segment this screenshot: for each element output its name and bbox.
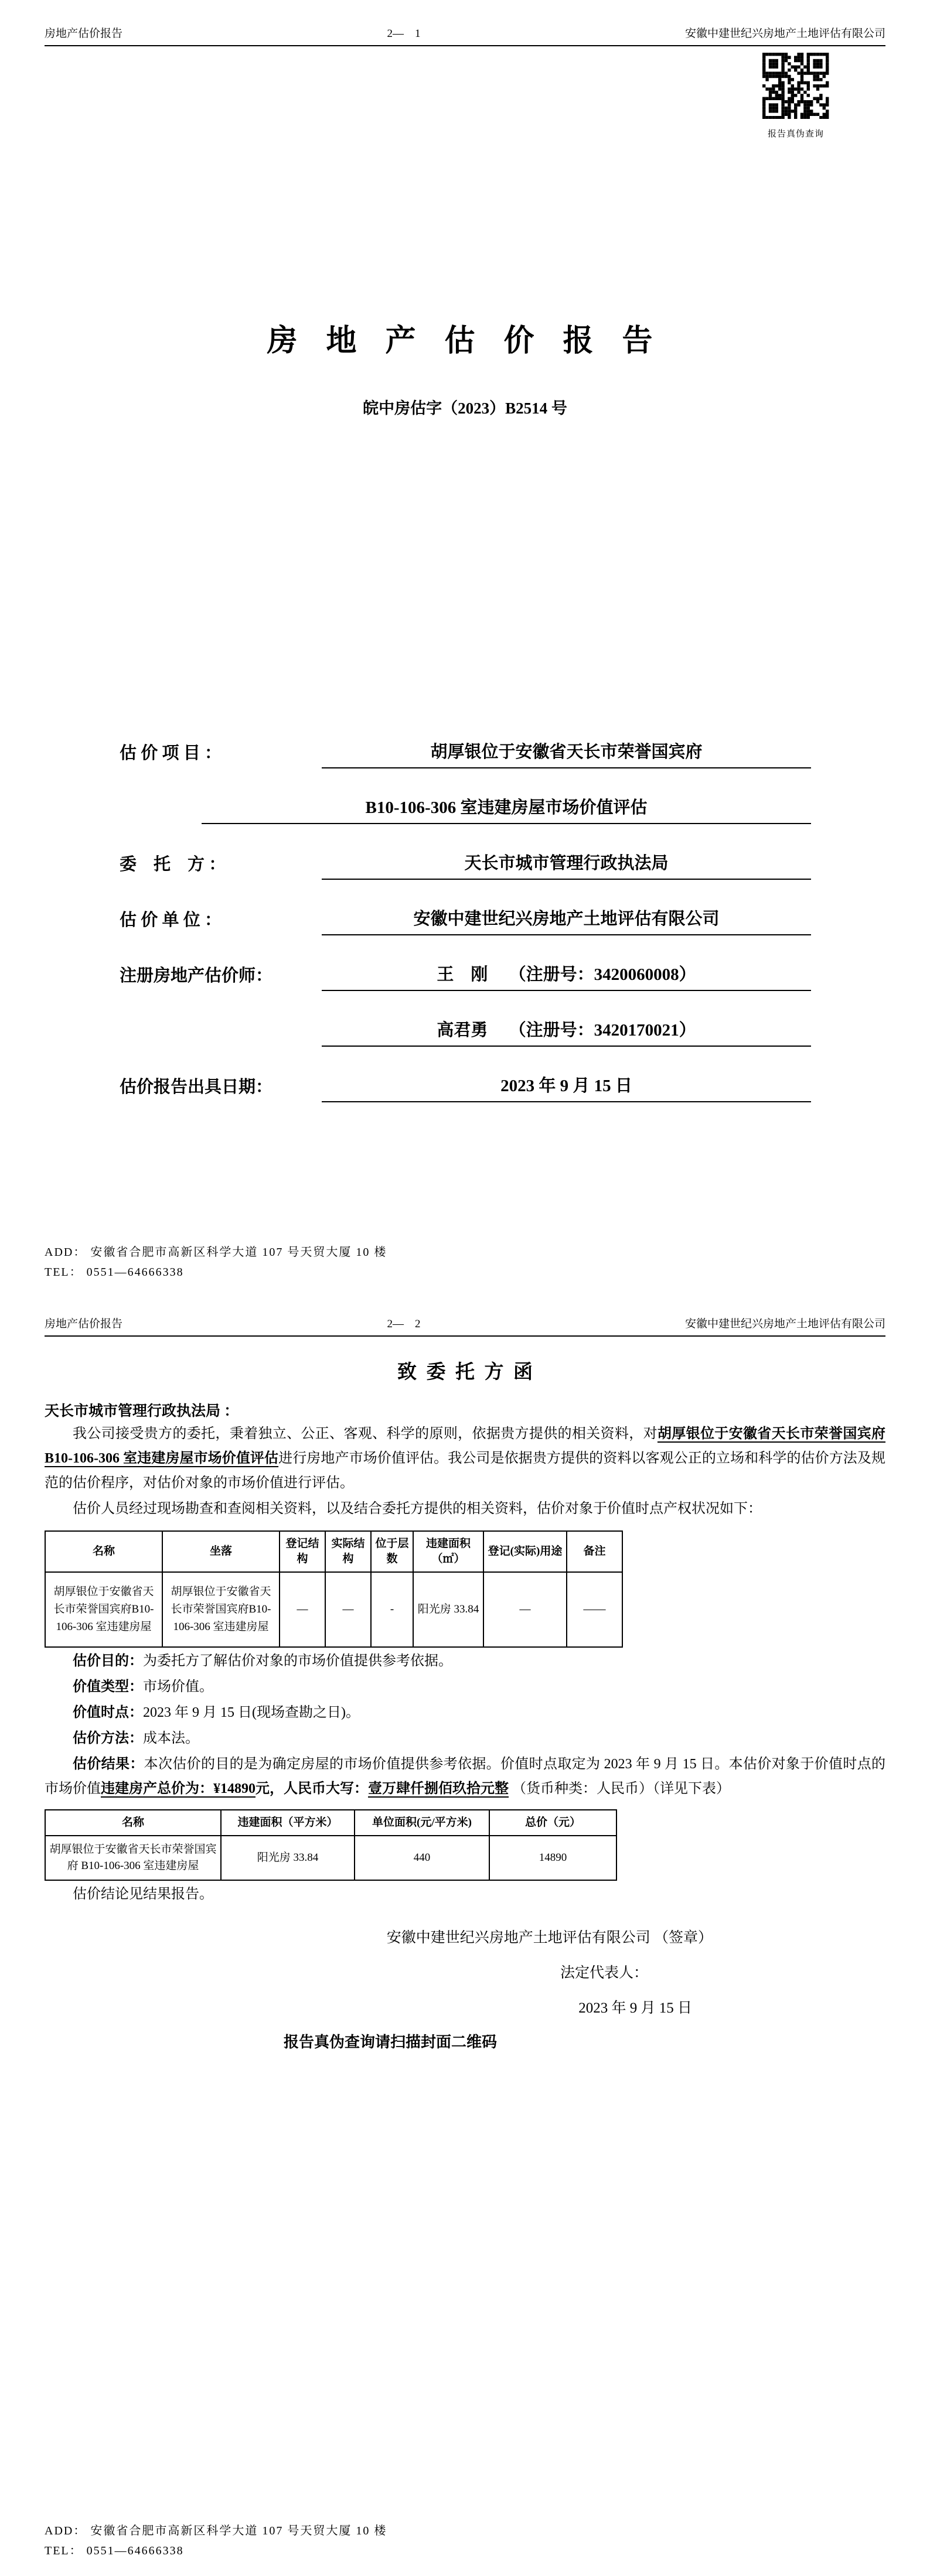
header-page-number: 2— 1	[387, 28, 421, 40]
header-company-name: 安徽中建世纪兴房地产土地评估有限公司	[684, 1318, 885, 1330]
field-label-spacer	[120, 819, 202, 824]
field-row-appraiser-2	[120, 1017, 811, 1047]
field-row-client	[120, 850, 811, 880]
field-value-appraiser-1: 王 刚 （注册号：3420060008）	[322, 961, 811, 991]
report-number: 皖中房估字（2023）B2514 号	[363, 399, 567, 417]
qr-verification-block	[759, 50, 833, 139]
field-label-project: 估 价 项 目 ：	[120, 744, 222, 763]
field-value-agency: 安徽中建世纪兴房地产土地评估有限公司	[322, 906, 811, 935]
item-value-type-label: 价值类型：	[73, 1679, 143, 1694]
field-label-client: 委 托 方 ：	[120, 855, 226, 874]
letter-paragraph-1	[45, 1422, 885, 1495]
header-company-name: 安徽中建世纪兴房地产土地评估有限公司	[684, 28, 885, 40]
conclusion-note: 估价结论见结果报告。	[73, 1887, 213, 1902]
signature-legal-rep: 法定代表人：	[560, 1965, 648, 1981]
table1-col-actual-structure: 实际结构	[325, 1531, 371, 1572]
item-value-type	[45, 1675, 885, 1699]
table1-col-floor: 位于层数	[371, 1531, 413, 1572]
field-row-report-date	[120, 1072, 811, 1102]
result-text: 本次估价的目的是为确定房屋的市场价值提供参考依据。价值时点取定为 2023 年 9 月 15 日。本估价对象于价值时点的市场价值	[45, 1757, 886, 1796]
signature-date: 2023 年 9 月 15 日	[578, 2000, 692, 2016]
letter-addressee: 天长市城市管理行政执法局 ：	[45, 1403, 239, 1419]
field-row-appraiser-1	[120, 961, 811, 991]
table1-col-location: 坐落	[162, 1531, 280, 1572]
property-status-table	[45, 1530, 623, 1648]
para1-pre: 我公司接受贵方的委托，秉着独立、公正、客观、科学的原则，依据贵方提供的相关资料，对	[73, 1426, 658, 1441]
item-purpose-label: 估价目的：	[73, 1653, 143, 1669]
para1-subject: 胡厚银位于安徽省天长市荣誉国宾府 B10-106-306 室违建房屋市场价值评估	[45, 1426, 886, 1466]
page2-footer	[45, 2521, 885, 2561]
field-label-report-date: 估价报告出具日期：	[120, 1078, 273, 1097]
item-value-type-text: 市场价值。	[143, 1679, 213, 1694]
item-result	[45, 1752, 885, 1801]
table1-cell-illegal-area: 阳光房 33.84	[413, 1572, 483, 1647]
table2-col-illegal-area: 违建面积（平方米）	[221, 1810, 355, 1836]
item-value-date-label: 价值时点：	[73, 1705, 143, 1720]
table1-col-use: 登记(实际)用途	[483, 1531, 567, 1572]
table1-cell-location: 胡厚银位于安徽省天长市荣誉国宾府B10-106-306 室违建房屋	[162, 1572, 280, 1647]
page1-footer	[45, 1242, 885, 1282]
field-value-report-date: 2023 年 9 月 15 日	[322, 1072, 811, 1102]
qr-code-icon	[760, 50, 831, 124]
item-method-text: 成本法。	[143, 1731, 199, 1746]
letter-title: 致 委 托 方 函	[397, 1362, 533, 1383]
qr-caption: 报告真伪查询	[767, 129, 824, 139]
table1-header-row	[45, 1531, 622, 1572]
valuation-result-table	[45, 1809, 617, 1881]
table1-col-registered-structure: 登记结构	[280, 1531, 325, 1572]
footer-address: ADD： 安徽省合肥市高新区科学大道 107 号天贸大厦 10 楼	[45, 1246, 387, 1259]
header-page-number: 2— 2	[387, 1318, 421, 1330]
table1-col-name: 名称	[45, 1531, 162, 1572]
qr-scan-note: 报告真伪查询请扫描封面二维码	[283, 2034, 497, 2051]
table2-header-row	[45, 1810, 616, 1836]
result-yuan-capital-label: 元，人民币大写：	[256, 1781, 368, 1796]
footer-phone: TEL： 0551—64666338	[45, 2544, 184, 2557]
table2-cell-unit-price: 440	[355, 1836, 489, 1880]
field-label-appraiser: 注册房地产估价师：	[120, 966, 273, 986]
table2-cell-illegal-area: 阳光房 33.84	[221, 1836, 355, 1880]
table2-col-unit-price: 单位面积(元/平方米)	[355, 1810, 489, 1836]
table1-cell-use: —	[483, 1572, 567, 1647]
table2-cell-total-price: 14890	[489, 1836, 616, 1880]
item-value-date-text: 2023 年 9 月 15 日(现场查勘之日)。	[143, 1705, 360, 1720]
table1-cell-floor: -	[371, 1572, 413, 1647]
table1-data-row	[45, 1572, 622, 1647]
field-value-project-line2: B10-106-306 室违建房屋市场价值评估	[202, 794, 811, 824]
item-purpose-text: 为委托方了解估价对象的市场价值提供参考依据。	[143, 1653, 452, 1669]
letter-paragraph-2: 估价人员经过现场勘查和查阅相关资料，以及结合委托方提供的相关资料，估价对象于价值时点产权状况如下：	[73, 1501, 762, 1516]
footer-phone: TEL： 0551—64666338	[45, 1266, 184, 1279]
header-doc-title: 房地产估价报告	[45, 1318, 123, 1330]
table1-col-illegal-area: 违建面积（㎡）	[413, 1531, 483, 1572]
field-label-spacer	[120, 1042, 322, 1047]
field-row-project	[120, 739, 811, 768]
table2-data-row	[45, 1836, 616, 1880]
field-value-client: 天长市城市管理行政执法局	[322, 850, 811, 880]
table2-cell-name: 胡厚银位于安徽省天长市荣誉国宾府 B10-106-306 室违建房屋	[45, 1836, 221, 1880]
table1-cell-remarks: ——	[567, 1572, 622, 1647]
table1-cell-actual-structure: —	[325, 1572, 371, 1647]
cover-fields	[120, 739, 811, 1102]
table1-col-remarks: 备注	[567, 1531, 622, 1572]
table2-col-total-price: 总价（元）	[489, 1810, 616, 1836]
field-value-appraiser-2: 高君勇 （注册号：3420170021）	[322, 1017, 811, 1047]
field-row-agency	[120, 906, 811, 935]
header-doc-title: 房地产估价报告	[45, 28, 123, 40]
signature-company: 安徽中建世纪兴房地产土地评估有限公司 （签章）	[386, 1930, 713, 1946]
letter-page	[0, 1297, 930, 2576]
page2-header	[45, 1315, 885, 1337]
field-value-project-line1: 胡厚银位于安徽省天长市荣誉国宾府	[322, 739, 811, 768]
result-currency-note: （货币种类：人民币）（详见下表）	[509, 1781, 730, 1796]
table1-cell-name: 胡厚银位于安徽省天长市荣誉国宾府B10-106-306 室违建房屋	[45, 1572, 162, 1647]
item-value-date	[45, 1700, 885, 1725]
result-total-price: 违建房产总价为：¥14890	[101, 1781, 256, 1796]
table2-col-name: 名称	[45, 1810, 221, 1836]
field-row-project-cont	[120, 794, 811, 824]
item-result-label: 估价结果：	[73, 1757, 144, 1772]
item-purpose	[45, 1649, 885, 1673]
para1-post: 进行房地产市场价值评估。我公司是依据贵方提供的资料以客观公正的立场和科学的估价方法及规范的估价程序，对估价对象的市场价值进行评估。	[45, 1451, 885, 1491]
page1-header	[45, 25, 885, 46]
item-method	[45, 1726, 885, 1751]
footer-address: ADD： 安徽省合肥市高新区科学大道 107 号天贸大厦 10 楼	[45, 2524, 387, 2537]
table1-cell-registered-structure: —	[280, 1572, 325, 1647]
result-amount-in-words: 壹万肆仟捌佰玖拾元整	[368, 1781, 509, 1796]
item-method-label: 估价方法：	[73, 1731, 143, 1746]
field-label-agency: 估 价 单 位 ：	[120, 911, 222, 930]
report-title: 房 地 产 估 价 报 告	[267, 324, 663, 358]
